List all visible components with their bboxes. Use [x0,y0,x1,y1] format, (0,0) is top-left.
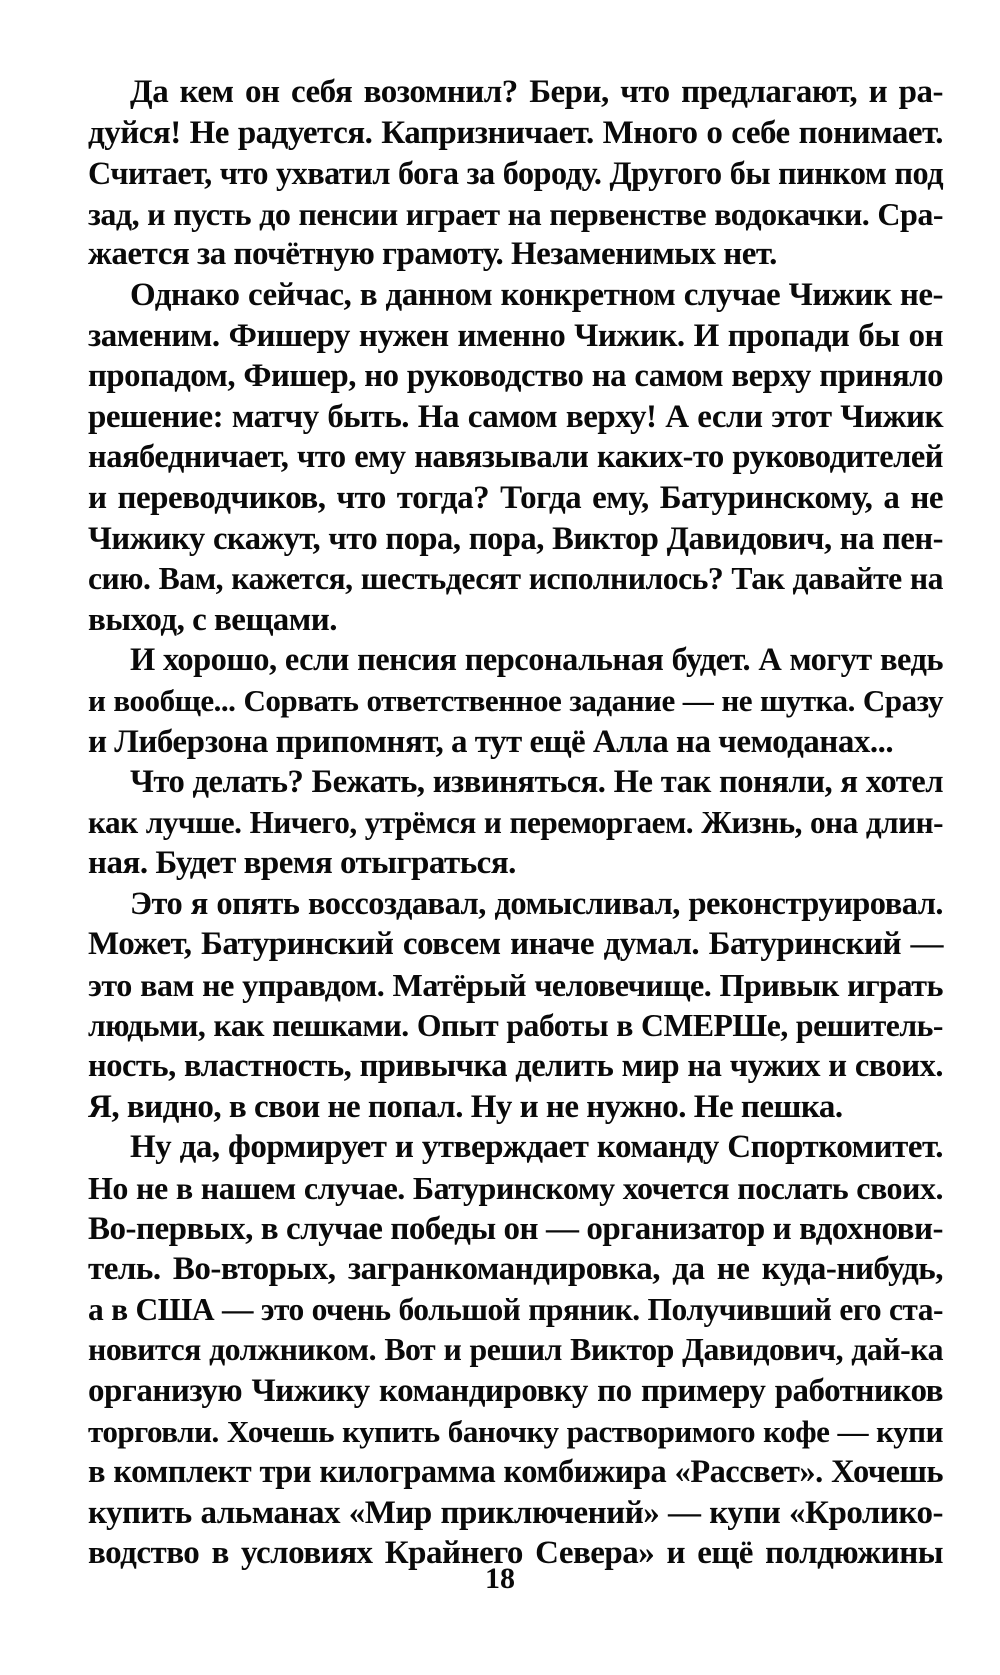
text-line: И хорошо, если пенсия персональная будет. А могут ведь [130,642,943,679]
paragraph [88,72,943,275]
text-line: сию. Вам, кажется, шестьдесят исполнилось? Так давайте на [88,561,943,597]
text-line: Считает, что ухватил бога за бороду. Другого бы пинком под [88,155,943,192]
text-line: ная. Будет время отыграться. [88,845,516,882]
text-line: тель. Во-вторых, загранкомандировка, да не куда-нибудь, [88,1251,943,1288]
text-line: Во-первых, в случае победы он — организатор и вдохнови- [88,1210,943,1247]
text-line: Но не в нашем случае. Батуринскому хочется послать своих. [88,1170,943,1207]
paragraph [88,884,943,1128]
text-line: организую Чижику командировку по примеру работников [88,1373,943,1409]
paragraph [88,640,943,762]
text-line: пропадом, Фишер, но руководство на самом верху приняло [88,358,943,395]
book-page-text [88,72,943,1574]
text-line: выход, с вещами. [88,601,338,638]
text-line: решение: матчу быть. На самом верху! А если этот Чижик [88,398,943,435]
text-line: это вам не управдом. Матёрый человечище. Привык играть [88,967,943,1004]
paragraph [88,275,943,640]
text-line: зад, и пусть до пенсии играет на первенстве водокачки. Сра- [88,195,943,232]
text-line: Чижику скажут, что пора, пора, Виктор Давидович, на пен- [88,520,943,557]
text-line: Я, видно, в свои не попал. Ну и не нужно. Не пешка. [88,1088,843,1125]
text-line: и переводчиков, что тогда? Тогда ему, Батуринскому, а не [88,479,943,516]
text-line: ность, властность, привычка делить мир на чужих и своих. [88,1048,943,1085]
text-line: заменим. Фишеру нужен именно Чижик. И пропади бы он [88,317,943,354]
page-number: 18 [485,1562,515,1595]
text-line: Может, Батуринский совсем иначе думал. Батуринский — [88,926,943,963]
paragraph [88,762,943,884]
text-line: Это я опять воссоздавал, домысливал, реконструировал. [130,885,943,922]
text-line: водство в условиях Крайнего Севера» и ещё полдюжины [88,1535,943,1572]
text-line: наябедничает, что ему навязывали каких-то руководителей [88,439,943,476]
text-line: и вообще... Сорвать ответственное задание — не шутка. Сразу [88,682,943,718]
text-line: Однако сейчас, в данном конкретном случае Чижик не- [130,276,943,313]
text-line: в комплект три килограмма комбижира «Рассвет». Хочешь [88,1454,943,1491]
text-line: Ну да, формирует и утверждает команду Спорткомитет. [130,1129,943,1166]
text-line: дуйся! Не радуется. Капризничает. Много о себе понимает. [88,114,943,151]
text-line: купить альманах «Мир приключений» — купи «Кролико- [88,1494,943,1531]
text-line: новится должником. Вот и решил Виктор Давидович, дай-ка [88,1332,943,1368]
text-line: торговли. Хочешь купить баночку растворимого кофе — купи [88,1413,943,1449]
text-line: людьми, как пешками. Опыт работы в СМЕРШе, решитель- [88,1007,943,1043]
text-line: а в США — это очень большой пряник. Получивший его ста- [88,1291,943,1327]
paragraph [88,1127,943,1574]
text-line: Что делать? Бежать, извиняться. Не так поняли, я хотел [130,764,943,801]
text-line: как лучше. Ничего, утрёмся и переморгаем. Жизнь, она длин- [88,804,943,840]
text-line: и Либерзона припомнят, а тут ещё Алла на чемоданах... [88,723,894,760]
text-line: Да кем он себя возомнил? Бери, что предлагают, и ра- [130,74,943,110]
text-line: жается за почётную грамоту. Незаменимых нет. [88,236,777,273]
